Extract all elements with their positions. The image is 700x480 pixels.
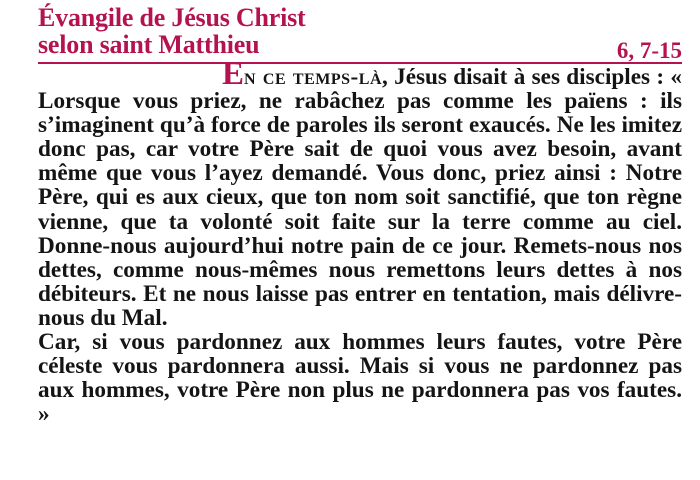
gospel-title-line-1: Évangile de Jésus Christ [38, 3, 306, 32]
gospel-paragraph-2: Car, si vous pardonnez aux hommes leurs fautes, votre Père céleste vous pardonnera aussi. Mais si vous ne pardonnez pas aux hommes, votre Père non plus ne pardonnera pas vos fautes. » [38, 329, 682, 428]
opening-small-caps: n ce temps-là [244, 64, 383, 90]
paragraph-1-body: , Jésus disait à ses disciples : « Lorsque vous priez, ne rabâchez pas comme les païens : ils s’imaginent qu’à force de paroles ils seront exaucés. Ne les imitez donc pas, car votre Père sait de quoi vous avez besoin, avant même que vous l’ayez demandé. Vous donc, priez ainsi : Notre Père, qui es aux cieux, que ton nom soit sanctifié, que ton règne vienne, que ta volonté soit faite sur la terre comme au ciel. Donne-nous aujourd’hui notre pain de ce jour. Remets-nous nos dettes, comme nous-mêmes nous remettons leurs dettes à nos débiteurs. Et ne nous laisse pas entrer en tentation, mais délivre-nous du Mal. [38, 64, 682, 331]
drop-initial: E [222, 56, 245, 92]
gospel-title-line-2: selon saint Matthieu [38, 30, 260, 59]
gospel-text [38, 56, 682, 428]
scripture-reference: 6, 7-15 [616, 38, 682, 63]
reading-header [38, 4, 682, 66]
gospel-paragraph-1 [38, 56, 682, 331]
gospel-title [38, 4, 682, 58]
